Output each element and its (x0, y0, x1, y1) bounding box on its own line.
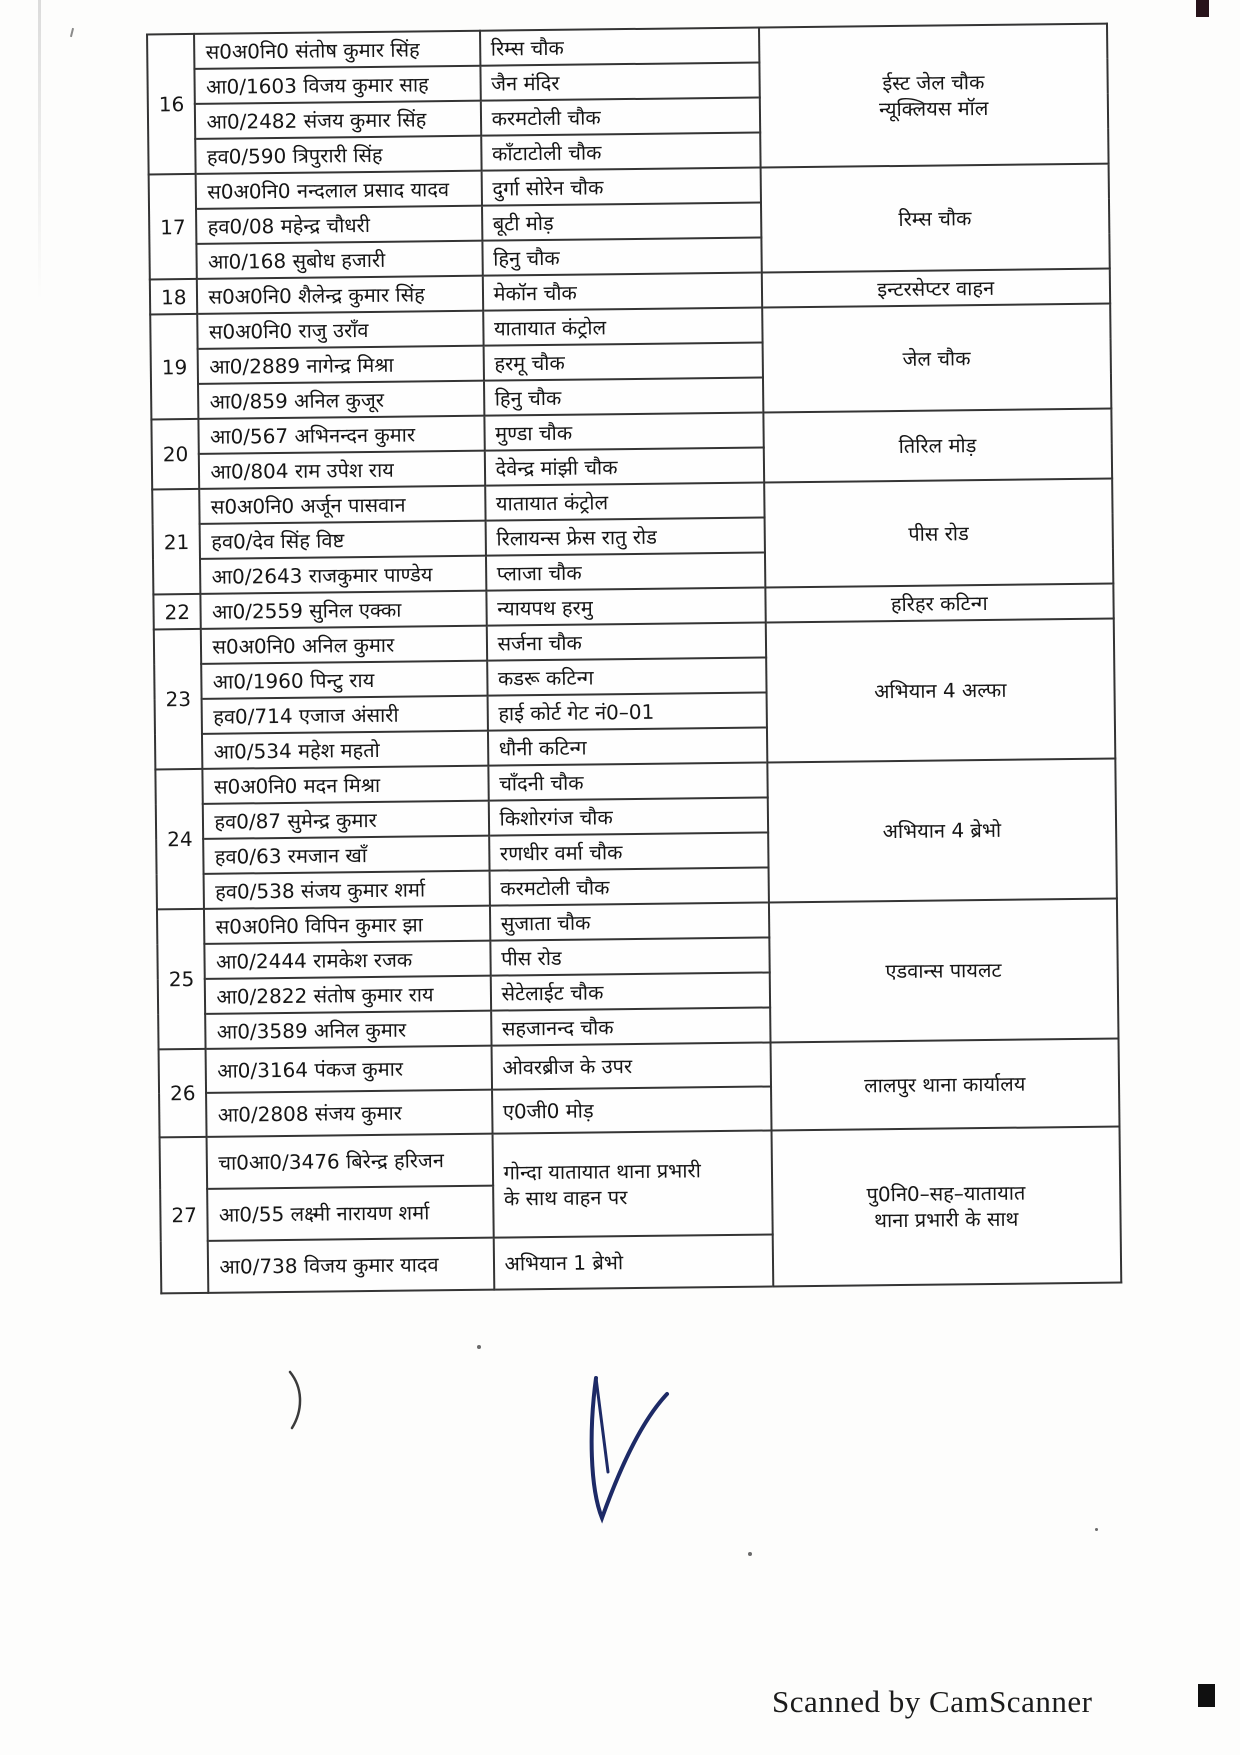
location-cell: ओवरब्रीज के उपर (491, 1042, 770, 1089)
scan-artifact-square (1198, 1684, 1215, 1707)
member-name-cell: आ0/804 राम उपेश राय (199, 451, 485, 489)
member-name-cell: आ0/534 महेश महतो (202, 731, 488, 769)
page-edge-shadow (38, 0, 41, 300)
location-cell: जैन मंदिर (480, 63, 759, 101)
member-name-cell: आ0/567 अभिनन्दन कुमार (199, 416, 485, 454)
serial-number-cell: 21 (152, 489, 201, 595)
location-cell: बूटी मोड़ (482, 203, 761, 241)
location-cell: सेटेलाईट चौक (490, 972, 769, 1010)
location-cell: सहजानन्द चौक (491, 1007, 770, 1045)
member-name-cell: हव0/714 एजाज अंसारी (202, 696, 488, 734)
serial-number-cell: 20 (151, 419, 199, 490)
member-name-cell: आ0/55 लक्ष्मी नारायण शर्मा (208, 1186, 494, 1241)
camscanner-watermark: Scanned by CamScanner (772, 1684, 1093, 1719)
member-name-cell: स0अ0नि0 अर्जून पासवान (200, 486, 486, 524)
member-name-cell: स0अ0नि0 नन्दलाल प्रसाद यादव (196, 171, 482, 209)
pen-checkmark (575, 1368, 679, 1536)
member-name-cell: आ0/168 सुबोध हजारी (197, 241, 483, 279)
member-name-cell: स0अ0नि0 अनिल कुमार (201, 626, 487, 664)
roster-row (160, 1127, 1121, 1190)
location-cell: करमटोली चौक (489, 867, 768, 905)
serial-number-cell: 18 (150, 279, 198, 315)
serial-number-cell: 24 (155, 769, 204, 910)
duty-roster-table (146, 23, 1122, 1295)
scan-speck (748, 1552, 752, 1556)
assignment-cell: इन्टरसेप्टर वाहन (761, 269, 1110, 308)
member-name-cell: आ0/1960 पिन्टु राय (202, 661, 488, 699)
member-name-cell: आ0/2822 संतोष कुमार राय (205, 976, 491, 1014)
roster-row (147, 24, 1107, 70)
member-name-cell: हव0/87 सुमेन्द्र कुमार (203, 801, 489, 839)
location-cell: हिनु चौक (482, 238, 761, 276)
location-cell: काँटाटोली चौक (481, 133, 760, 171)
location-cell: धौनी कटिन्ग (488, 727, 767, 765)
member-name-cell: स0अ0नि0 संतोष कुमार सिंह (194, 31, 480, 69)
assignment-cell: पु0नि0–सह–यातायात थाना प्रभारी के साथ (771, 1127, 1121, 1287)
member-name-cell: हव0/08 महेन्द्र चौधरी (196, 206, 482, 244)
pen-paren-mark (286, 1368, 308, 1432)
serial-number-cell: 22 (153, 594, 201, 630)
scan-speck (70, 28, 74, 37)
serial-number-cell: 27 (160, 1137, 209, 1294)
assignment-cell: तिरिल मोड़ (763, 409, 1112, 483)
location-cell: प्लाजा चौक (486, 553, 765, 591)
member-name-cell: स0अ0नि0 विपिन कुमार झा (204, 906, 490, 944)
location-cell: मुण्डा चौक (484, 413, 763, 451)
member-name-cell: हव0/538 संजय कुमार शर्मा (204, 871, 490, 909)
location-cell: गोन्दा यातायात थाना प्रभारी के साथ वाहन पर (492, 1130, 772, 1237)
roster-body (147, 24, 1121, 1294)
member-name-cell: स0अ0नि0 शैलेन्द्र कुमार सिंह (197, 276, 483, 314)
assignment-cell: हरिहर कटिन्ग (765, 584, 1114, 623)
location-cell: हिनु चौक (484, 378, 763, 416)
scan-speck (477, 1345, 481, 1349)
assignment-cell: जेल चौक (762, 304, 1112, 413)
scan-artifact-bar (1196, 0, 1209, 17)
member-name-cell: आ0/2559 सुनिल एक्का (201, 591, 487, 629)
location-cell: रणधीर वर्मा चौक (489, 832, 768, 870)
member-name-cell: स0अ0नि0 मदन मिश्रा (203, 766, 489, 804)
serial-number-cell: 23 (154, 629, 203, 770)
member-name-cell: हव0/63 रमजान खाँ (204, 836, 490, 874)
location-cell: हरमू चौक (483, 343, 762, 381)
location-cell: किशोरगंज चौक (488, 797, 767, 835)
member-name-cell: आ0/738 विजय कुमार यादव (208, 1238, 494, 1293)
location-cell: पीस रोड (490, 937, 769, 975)
location-cell: चाँदनी चौक (488, 762, 767, 800)
assignment-cell: एडवान्स पायलट (768, 899, 1118, 1043)
assignment-cell: लालपुर थाना कार्यालय (770, 1039, 1119, 1131)
member-name-cell: आ0/3164 पंकज कुमार (206, 1046, 492, 1093)
member-name-cell: आ0/859 अनिल कुजूर (198, 381, 484, 419)
scan-speck (1095, 1528, 1098, 1531)
location-cell: कडरू कटिन्ग (487, 658, 766, 696)
location-cell: सर्जना चौक (486, 623, 765, 661)
location-cell: यातायात कंट्रोल (485, 483, 764, 521)
location-cell: न्यायपथ हरमु (486, 588, 765, 626)
member-name-cell: आ0/1603 विजय कुमार साह (195, 66, 481, 104)
member-name-cell: हव0/590 त्रिपुरारी सिंह (196, 136, 482, 174)
member-name-cell: आ0/2643 राजकुमार पाण्डेय (200, 556, 486, 594)
member-name-cell: आ0/2444 रामकेश रजक (205, 941, 491, 979)
member-name-cell: चा0आ0/3476 बिरेन्द्र हरिजन (207, 1134, 493, 1189)
location-cell: हाई कोर्ट गेट नं0–01 (487, 692, 766, 730)
member-name-cell: आ0/3589 अनिल कुमार (206, 1011, 492, 1049)
member-name-cell: स0अ0नि0 राजु उराँव (198, 311, 484, 349)
location-cell: सुजाता चौक (490, 902, 769, 940)
location-cell: दुर्गा सोरेन चौक (481, 168, 760, 206)
location-cell: करमटोली चौक (480, 98, 759, 136)
location-cell: रिम्स चौक (480, 28, 759, 66)
duty-roster-table-wrap (146, 23, 1128, 1295)
assignment-cell: रिम्स चौक (760, 164, 1110, 273)
location-cell: अभियान 1 ब्रेभो (493, 1234, 772, 1289)
member-name-cell: आ0/2482 संजय कुमार सिंह (195, 101, 481, 139)
member-name-cell: हव0/देव सिंह विष्ट (200, 521, 486, 559)
serial-number-cell: 25 (157, 909, 206, 1050)
member-name-cell: आ0/2808 संजय कुमार (207, 1090, 493, 1137)
serial-number-cell: 17 (149, 174, 198, 280)
location-cell: रिलायन्स फ्रेस रातु रोड (485, 518, 764, 556)
serial-number-cell: 16 (147, 34, 196, 175)
location-cell: ए0जी0 मोड़ (492, 1086, 771, 1133)
assignment-cell: ईस्ट जेल चौक न्यूक्लियस मॉल (759, 24, 1109, 168)
member-name-cell: आ0/2889 नागेन्द्र मिश्रा (198, 346, 484, 384)
serial-number-cell: 26 (159, 1049, 207, 1138)
location-cell: यातायात कंट्रोल (483, 308, 762, 346)
assignment-cell: पीस रोड (764, 479, 1114, 588)
serial-number-cell: 19 (150, 314, 199, 420)
assignment-cell: अभियान 4 अल्फा (765, 619, 1115, 763)
location-cell: मेकॉन चौक (482, 273, 761, 311)
assignment-cell: अभियान 4 ब्रेभो (767, 759, 1117, 903)
location-cell: देवेन्द्र मांझी चौक (484, 448, 763, 486)
